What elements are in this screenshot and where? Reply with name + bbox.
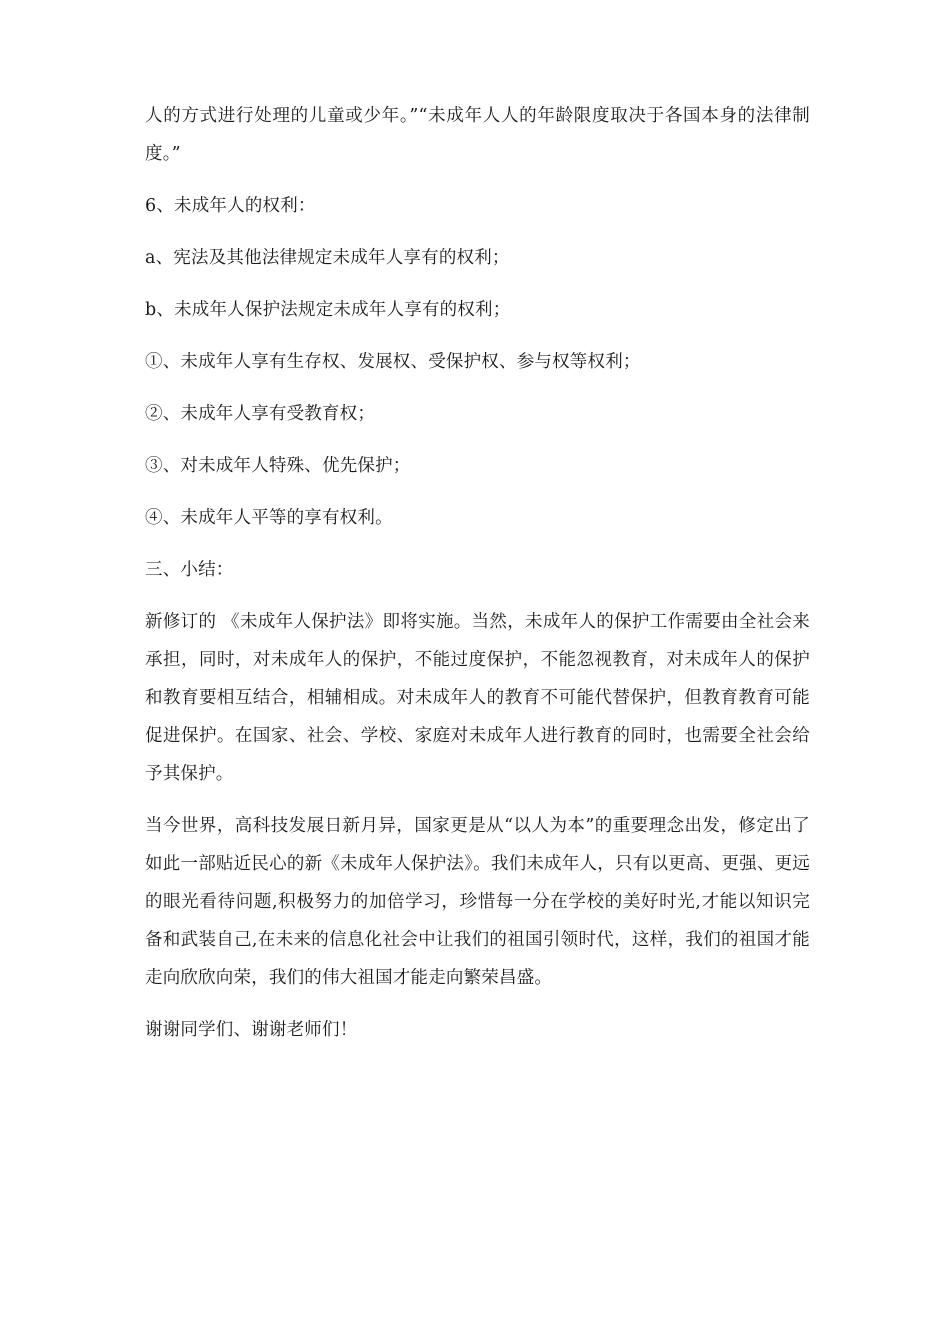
- list-item-b: b、未成年人保护法规定未成年人享有的权利；: [145, 300, 511, 320]
- closing-thanks: 谢谢同学们、谢谢老师们！: [145, 1020, 358, 1040]
- paragraph-summary-2: 当今世界，高科技发展日新月异，国家更是从“以人为本”的重要理念出发，修定出了如此一部贴近民心的新《未成年人保护法》。我们未成年人，只有以更高、更强、更远的眼光看待问题,积极努力的加倍学习，珍惜每一分在学校的美好时光,才能以知识完备和武装自己,在未来的信息化社会中让我们的祖国引领时代，这样，我们的祖国才能走向欣欣向荣，我们的伟大祖国才能走向繁荣昌盛。: [145, 816, 810, 988]
- list-item-2: ②、未成年人享有受教育权；: [145, 404, 376, 424]
- list-item-1: ①、未成年人享有生存权、发展权、受保护权、参与权等权利；: [145, 352, 641, 372]
- heading-rights: 6、未成年人的权利：: [145, 196, 316, 216]
- paragraph-definition-continued: 人的方式进行处理的儿童或少年。”“未成年人人的年龄限度取决于各国本身的法律制度。”: [145, 106, 810, 164]
- document-body: [145, 97, 810, 1063]
- list-item-4: ④、未成年人平等的享有权利。: [145, 508, 393, 528]
- list-item-3: ③、对未成年人特殊、优先保护；: [145, 456, 411, 476]
- paragraph-summary-1: 新修订的 《未成年人保护法》即将实施。当然，未成年人的保护工作需要由全社会来承担，同时，对未成年人的保护，不能过度保护，不能忽视教育，对未成年人的保护和教育要相互结合，相辅相成。对未成年人的教育不可能代替保护，但教育教育可能促进保护。在国家、社会、学校、家庭对未成年人进行教育的同时，也需要全社会给予其保护。: [145, 612, 810, 784]
- heading-summary: 三、小结：: [145, 560, 234, 580]
- list-item-a: a、宪法及其他法律规定未成年人享有的权利；: [145, 248, 510, 268]
